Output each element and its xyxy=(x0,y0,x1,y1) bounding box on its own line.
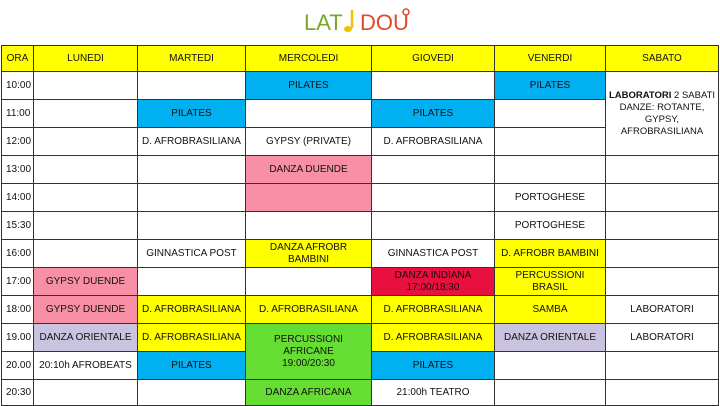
time-cell: 15:30 xyxy=(2,212,34,240)
empty-cell xyxy=(606,352,719,380)
empty-cell xyxy=(34,72,138,100)
header-row xyxy=(2,46,719,72)
header-venerdi: VENERDI xyxy=(495,46,606,72)
class-cell: D. AFROBRASILIANA xyxy=(372,128,495,156)
time-cell: 20.00 xyxy=(2,352,34,380)
time-cell: 11:00 xyxy=(2,100,34,128)
empty-cell xyxy=(246,212,372,240)
class-cell: D. AFROBRASILIANA xyxy=(138,324,246,352)
class-cell: SAMBA xyxy=(495,296,606,324)
class-time: 17:00/18:30 xyxy=(406,281,460,293)
class-cell-empty xyxy=(246,184,372,212)
header-mercoledi: MERCOLEDI xyxy=(246,46,372,72)
empty-cell xyxy=(138,184,246,212)
empty-cell xyxy=(138,72,246,100)
empty-cell xyxy=(606,212,719,240)
empty-cell xyxy=(34,100,138,128)
empty-cell xyxy=(246,100,372,128)
class-name: DANZA INDIANA xyxy=(394,269,472,281)
class-cell: PILATES xyxy=(138,100,246,128)
row-1700 xyxy=(2,268,719,296)
empty-cell xyxy=(138,156,246,184)
class-cell: PERCUSSIONI BRASIL xyxy=(495,268,606,296)
latidou-logo xyxy=(300,0,420,40)
class-cell: D. AFROBRASILIANA xyxy=(138,296,246,324)
empty-cell xyxy=(495,100,606,128)
time-cell: 17:00 xyxy=(2,268,34,296)
empty-cell xyxy=(372,156,495,184)
class-cell: GYPSY (PRIVATE) xyxy=(246,128,372,156)
class-time: 19:00/20:30 xyxy=(282,357,335,369)
laboratori-sub: 2 SABATI xyxy=(674,89,716,101)
class-cell: GYPSY DUENDE xyxy=(34,268,138,296)
class-cell: DANZA AFRICANA xyxy=(246,380,372,406)
empty-cell xyxy=(34,128,138,156)
row-1530 xyxy=(2,212,719,240)
class-cell: D. AFROBRASILIANA xyxy=(372,324,495,352)
class-cell: PILATES xyxy=(138,352,246,380)
class-cell: PILATES xyxy=(372,352,495,380)
class-cell: D. AFROBRASILIANA xyxy=(246,296,372,324)
time-cell: 16:00 xyxy=(2,240,34,268)
saturday-laboratori-cell xyxy=(606,72,719,156)
class-cell: 21:00h TEATRO xyxy=(372,380,495,406)
class-cell: D. AFROBRASILIANA xyxy=(372,296,495,324)
class-cell: DANZA ORIENTALE xyxy=(34,324,138,352)
laboratori-title: LABORATORI xyxy=(608,89,672,101)
empty-cell xyxy=(606,268,719,296)
class-cell: PILATES xyxy=(372,100,495,128)
laboratori-line2: DANZE: ROTANTE, GYPSY, xyxy=(619,101,705,125)
class-cell-danza-indiana xyxy=(372,268,495,296)
time-cell: 19.00 xyxy=(2,324,34,352)
class-cell: GINNASTICA POST xyxy=(138,240,246,268)
laboratori-line3: AFROBRASILIANA xyxy=(620,125,704,137)
class-cell: PORTOGHESE xyxy=(495,212,606,240)
class-name: PERCUSSIONI AFRICANE xyxy=(274,333,343,357)
logo-text-dou: DOU xyxy=(360,10,409,35)
empty-cell xyxy=(34,184,138,212)
class-cell: PILATES xyxy=(495,72,606,100)
row-1400 xyxy=(2,184,719,212)
class-cell: DANZA AFROBR BAMBINI xyxy=(246,240,372,268)
empty-cell xyxy=(495,156,606,184)
header-lunedi: LUNEDI xyxy=(34,46,138,72)
class-cell: DANZA DUENDE xyxy=(246,156,372,184)
class-cell: LABORATORI xyxy=(606,324,719,352)
row-1900 xyxy=(2,324,719,352)
empty-cell xyxy=(138,212,246,240)
class-cell: PORTOGHESE xyxy=(495,184,606,212)
empty-cell xyxy=(606,184,719,212)
class-cell-percussioni-africane xyxy=(246,324,372,380)
header-ora: ORA xyxy=(2,46,34,72)
empty-cell xyxy=(34,156,138,184)
class-cell: D. AFROBRASILIANA xyxy=(138,128,246,156)
time-cell: 20:30 xyxy=(2,380,34,406)
empty-cell xyxy=(606,156,719,184)
empty-cell xyxy=(372,72,495,100)
time-cell: 10:00 xyxy=(2,72,34,100)
header-giovedi: GIOVEDI xyxy=(372,46,495,72)
schedule-table xyxy=(1,45,719,406)
class-cell: PILATES xyxy=(246,72,372,100)
class-cell: LABORATORI xyxy=(606,296,719,324)
class-cell: DANZA ORIENTALE xyxy=(495,324,606,352)
music-note-icon xyxy=(344,10,352,32)
empty-cell xyxy=(495,352,606,380)
time-cell: 12:00 xyxy=(2,128,34,156)
empty-cell xyxy=(372,212,495,240)
empty-cell xyxy=(138,268,246,296)
header-martedi: MARTEDI xyxy=(138,46,246,72)
row-1000 xyxy=(2,72,719,100)
row-1600 xyxy=(2,240,719,268)
time-cell: 14:00 xyxy=(2,184,34,212)
empty-cell xyxy=(34,240,138,268)
empty-cell xyxy=(372,184,495,212)
empty-cell xyxy=(34,212,138,240)
header-sabato: SABATO xyxy=(606,46,719,72)
row-1800 xyxy=(2,296,719,324)
class-cell: GYPSY DUENDE xyxy=(34,296,138,324)
logo xyxy=(0,0,720,44)
row-1300 xyxy=(2,156,719,184)
class-cell: D. AFROBR BAMBINI xyxy=(495,240,606,268)
empty-cell xyxy=(495,128,606,156)
logo-text-lat: LAT xyxy=(304,10,343,35)
time-cell: 13:00 xyxy=(2,156,34,184)
class-cell: GINNASTICA POST xyxy=(372,240,495,268)
time-cell: 18:00 xyxy=(2,296,34,324)
empty-cell xyxy=(606,240,719,268)
empty-cell xyxy=(246,268,372,296)
class-cell: 20:10h AFROBEATS xyxy=(34,352,138,380)
